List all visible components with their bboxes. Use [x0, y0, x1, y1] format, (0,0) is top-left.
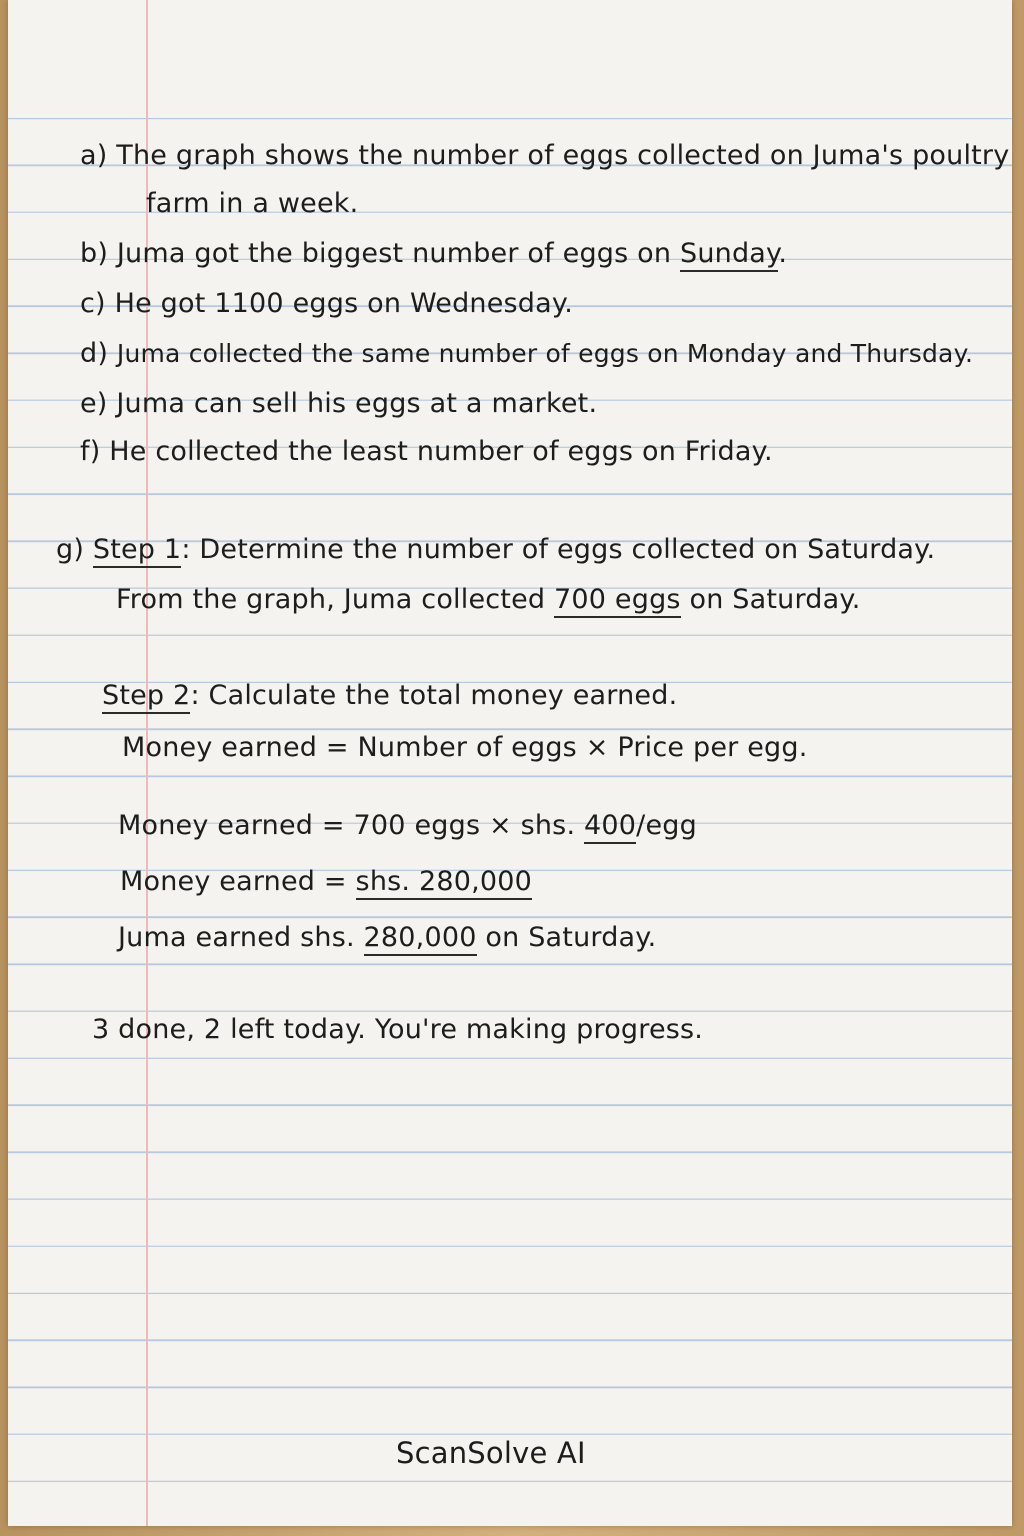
answer-b [80, 238, 787, 269]
answer-a-line1 [80, 140, 1009, 171]
step1-heading: Step 1 [93, 534, 181, 568]
step1-result-pre: From the graph, Juma collected [116, 584, 555, 615]
answer-d [80, 338, 973, 369]
formula-line: Money earned = Number of eggs × Price per egg. [122, 732, 808, 763]
step1-eggs-value: 700 eggs [554, 584, 681, 618]
step1-text: : Determine the number of eggs collected on Saturday. [181, 534, 936, 565]
calc-post: /egg [636, 810, 697, 841]
answer-a-text: The graph shows the number of eggs collected on Juma's poultry [116, 140, 1010, 171]
answer-b-end: . [778, 238, 788, 269]
final-pre: Juma earned shs. [118, 922, 364, 953]
answer-d-text: Juma collected the same number of eggs on Monday and Thursday. [116, 339, 974, 368]
result-line [120, 866, 532, 897]
calc-pre: Money earned = 700 eggs × shs. [118, 810, 585, 841]
answer-f-text: He collected the least number of eggs on Friday. [109, 436, 773, 467]
footer-brand: ScanSolve AI [396, 1436, 586, 1470]
answer-e-label: e) [80, 388, 108, 419]
final-value: 280,000 [364, 922, 477, 956]
result-pre: Money earned = [120, 866, 356, 897]
step1-result-line [116, 584, 861, 615]
answer-c-label: c) [80, 288, 106, 319]
final-post: on Saturday. [476, 922, 657, 953]
step2-heading: Step 2 [102, 680, 190, 714]
calc-price: 400 [584, 810, 636, 844]
red-margin-line [146, 0, 148, 1526]
answer-b-label: b) [80, 238, 109, 269]
progress-note: 3 done, 2 left today. You're making progress. [92, 1014, 704, 1045]
answer-b-text: Juma got the biggest number of eggs on [116, 238, 680, 269]
answer-a-label: a) [80, 140, 108, 171]
answer-b-day: Sunday [680, 238, 778, 272]
answer-d-label: d) [80, 338, 109, 369]
answer-a-line2: farm in a week. [146, 188, 359, 219]
answer-e-text: Juma can sell his eggs at a market. [116, 388, 598, 419]
step2-heading-line [102, 680, 677, 711]
question-g-label: g) [56, 534, 85, 565]
step1-result-post: on Saturday. [680, 584, 861, 615]
step1-heading-line [56, 534, 935, 565]
answer-f [80, 436, 773, 467]
final-answer-line [118, 922, 656, 953]
page-top-margin [8, 0, 1012, 118]
answer-c-text: He got 1100 eggs on Wednesday. [114, 288, 573, 319]
result-value: shs. 280,000 [356, 866, 532, 900]
answer-f-label: f) [80, 436, 101, 467]
answer-c [80, 288, 573, 319]
answer-e [80, 388, 597, 419]
calculation-line [118, 810, 697, 841]
notebook-page [8, 0, 1012, 1526]
step2-text: : Calculate the total money earned. [190, 680, 678, 711]
